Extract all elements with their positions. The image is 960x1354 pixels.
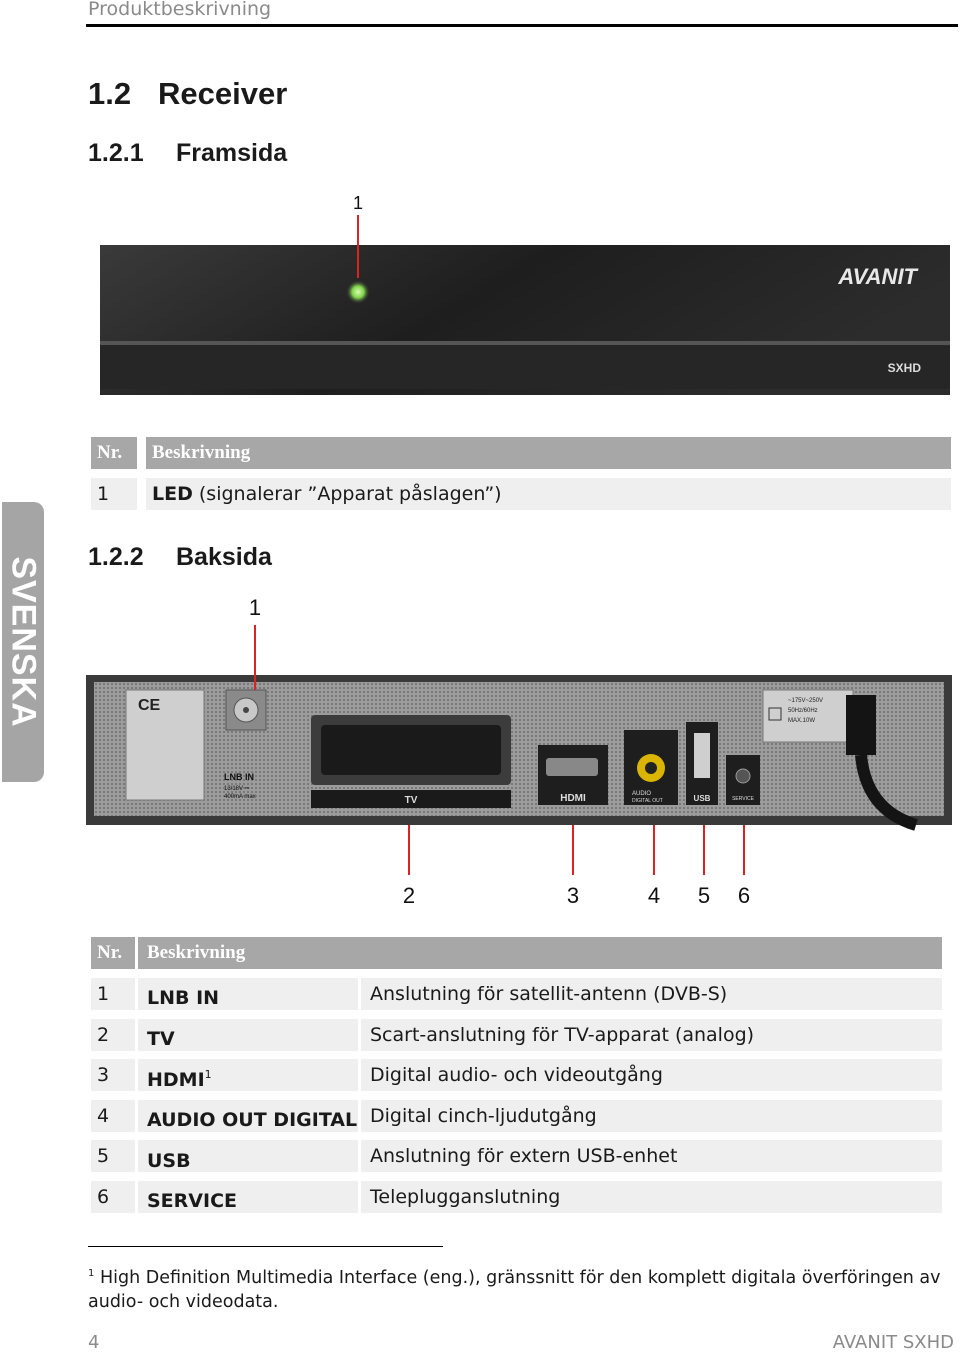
row-name: HDMI$^1$ bbox=[138, 1059, 358, 1091]
footnote bbox=[88, 1262, 948, 1314]
heading-back bbox=[88, 543, 272, 572]
language-side-tab bbox=[2, 502, 44, 782]
row-description: Teleplugganslutning bbox=[361, 1181, 942, 1213]
receiver-front-image bbox=[95, 185, 955, 400]
table-row bbox=[91, 1100, 942, 1132]
table-row bbox=[91, 1019, 942, 1051]
callout-3: 3 bbox=[566, 883, 580, 908]
heading-number: 1.2.1 bbox=[88, 139, 144, 167]
row-number: 4 bbox=[91, 1100, 135, 1132]
header-rule bbox=[86, 24, 958, 27]
hdmi-label: HDMI bbox=[560, 793, 586, 804]
footnote-rule bbox=[88, 1246, 443, 1247]
table-row bbox=[91, 1140, 942, 1172]
table-row bbox=[91, 1059, 942, 1091]
callout-5: 5 bbox=[697, 883, 711, 908]
table-row bbox=[91, 478, 951, 510]
table-row bbox=[91, 978, 942, 1010]
row-number: 3 bbox=[91, 1059, 135, 1091]
heading-receiver bbox=[88, 76, 287, 112]
callout-1: 1 bbox=[248, 595, 262, 620]
page-number: 4 bbox=[88, 1332, 100, 1353]
brand-logo: AVANIT bbox=[838, 264, 917, 289]
footnote-mark: 1 bbox=[88, 1268, 95, 1279]
row-name: USB bbox=[138, 1140, 358, 1172]
header-nr: Nr. bbox=[91, 937, 135, 969]
row-description: Digital cinch-ljudutgång bbox=[361, 1100, 942, 1132]
receiver-back-image bbox=[86, 590, 952, 920]
tv-label: TV bbox=[404, 795, 418, 806]
heading-title: Baksida bbox=[176, 543, 272, 571]
heading-number: 1.2.2 bbox=[88, 543, 144, 571]
header-description: Beskrivning bbox=[138, 937, 942, 969]
power-label-2: 50Hz/60Hz bbox=[788, 708, 818, 714]
header-nr: Nr. bbox=[91, 437, 137, 469]
back-table-header bbox=[91, 937, 942, 969]
heading-title: Receiver bbox=[158, 76, 288, 111]
power-label-1: ~175V~250V bbox=[788, 698, 824, 704]
footnote-text: High Definition Multimedia Interface (eng.), gränssnitt för den komplett digitala överföringen av audio- och videodata. bbox=[88, 1267, 941, 1312]
svg-text:CE: CE bbox=[138, 697, 161, 714]
row-description: Scart-anslutning för TV-apparat (analog) bbox=[361, 1019, 942, 1051]
row-number: 1 bbox=[91, 478, 137, 510]
footer-product: AVANIT SXHD bbox=[832, 1332, 954, 1353]
audio-label-2: DIGITAL OUT bbox=[632, 798, 663, 804]
lnb-label: LNB IN bbox=[224, 772, 254, 782]
service-label: SERVICE bbox=[732, 796, 754, 802]
row-name: TV bbox=[138, 1019, 358, 1051]
row-number: 1 bbox=[91, 978, 135, 1010]
row-number: 5 bbox=[91, 1140, 135, 1172]
row-description: Anslutning för extern USB-enhet bbox=[361, 1140, 942, 1172]
row-description: LED (signalerar ”Apparat påslagen”) bbox=[146, 478, 951, 510]
usb-label: USB bbox=[693, 794, 711, 803]
row-description: Anslutning för satellit-antenn (DVB-S) bbox=[361, 978, 942, 1010]
running-header: Produktbeskrivning bbox=[88, 0, 272, 20]
callout-6: 6 bbox=[737, 883, 751, 908]
power-label-3: MAX.10W bbox=[788, 718, 816, 724]
audio-label: AUDIO bbox=[632, 791, 652, 797]
row-number: 6 bbox=[91, 1181, 135, 1213]
lnb-sub2: 400mA max bbox=[224, 794, 256, 800]
heading-number: 1.2 bbox=[88, 76, 132, 111]
lnb-sub1: 13/18V ⎓ bbox=[224, 786, 250, 792]
row-name: LNB IN bbox=[138, 978, 358, 1010]
led-indicator bbox=[346, 280, 370, 304]
model-label: SXHD bbox=[887, 361, 921, 375]
table-row bbox=[91, 1181, 942, 1213]
callout-number: 1 bbox=[352, 193, 364, 213]
row-number: 2 bbox=[91, 1019, 135, 1051]
row-description: Digital audio- och videoutgång bbox=[361, 1059, 942, 1091]
front-table-header bbox=[91, 437, 951, 469]
heading-front bbox=[88, 139, 287, 168]
heading-title: Framsida bbox=[176, 139, 288, 167]
callout-4: 4 bbox=[647, 883, 661, 908]
callout-2: 2 bbox=[402, 883, 416, 908]
header-description: Beskrivning bbox=[146, 437, 951, 469]
row-name: AUDIO OUT DIGITAL bbox=[138, 1100, 358, 1132]
side-tab-label: SVENSKA bbox=[4, 556, 43, 728]
row-name: SERVICE bbox=[138, 1181, 358, 1213]
